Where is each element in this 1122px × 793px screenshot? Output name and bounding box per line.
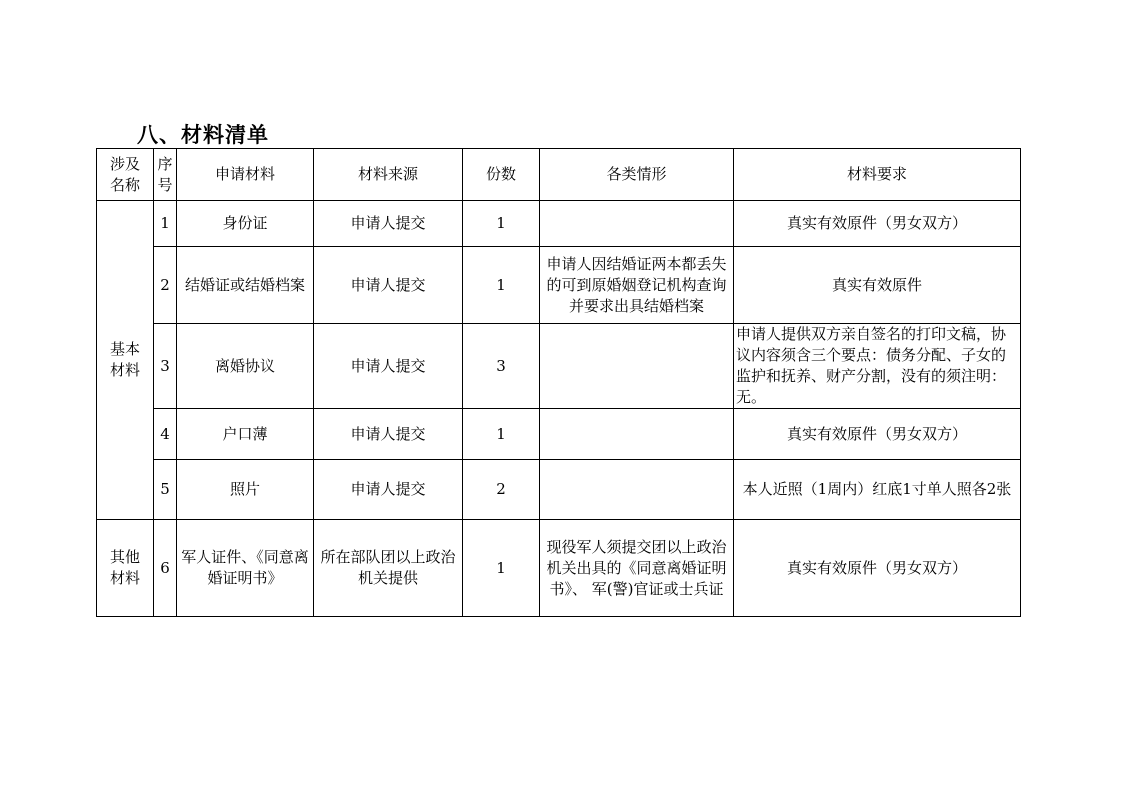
row-requirement: 真实有效原件: [734, 247, 1021, 324]
table-row: [97, 201, 1021, 247]
materials-table: [96, 148, 1021, 617]
header-situation: 各类情形: [540, 149, 734, 201]
row-count: 2: [463, 460, 540, 520]
row-requirement: 真实有效原件（男女双方）: [734, 409, 1021, 460]
header-count: 份数: [463, 149, 540, 201]
header-no: 序号: [154, 149, 177, 201]
row-count: 1: [463, 520, 540, 617]
row-material: 结婚证或结婚档案: [177, 247, 314, 324]
row-situation: [540, 409, 734, 460]
row-requirement: 真实有效原件（男女双方）: [734, 520, 1021, 617]
row-no: 1: [154, 201, 177, 247]
header-source: 材料来源: [314, 149, 463, 201]
group-basic: 基本材料: [97, 201, 154, 520]
page-title: 八、材料清单: [137, 123, 269, 147]
header-category: 涉及名称: [97, 149, 154, 201]
row-situation: [540, 201, 734, 247]
row-source: 申请人提交: [314, 324, 463, 409]
row-material: 军人证件、《同意离婚证明书》: [177, 520, 314, 617]
table-row: [97, 409, 1021, 460]
row-source: 申请人提交: [314, 409, 463, 460]
row-count: 1: [463, 247, 540, 324]
row-count: 1: [463, 409, 540, 460]
row-source: 申请人提交: [314, 201, 463, 247]
header-material: 申请材料: [177, 149, 314, 201]
row-situation: 现役军人须提交团以上政治机关出具的《同意离婚证明书》、 军(警)官证或士兵证: [540, 520, 734, 617]
row-situation: 申请人因结婚证两本都丢失的可到原婚姻登记机构查询并要求出具结婚档案: [540, 247, 734, 324]
row-material: 照片: [177, 460, 314, 520]
row-material: 户口薄: [177, 409, 314, 460]
row-no: 2: [154, 247, 177, 324]
group-other: 其他材料: [97, 520, 154, 617]
table-row: [97, 247, 1021, 324]
table-row: [97, 460, 1021, 520]
row-count: 1: [463, 201, 540, 247]
row-situation: [540, 460, 734, 520]
row-source: 申请人提交: [314, 460, 463, 520]
header-requirement: 材料要求: [734, 149, 1021, 201]
row-source: 所在部队团以上政治机关提供: [314, 520, 463, 617]
table-row: [97, 520, 1021, 617]
row-no: 5: [154, 460, 177, 520]
row-no: 3: [154, 324, 177, 409]
row-requirement: 真实有效原件（男女双方）: [734, 201, 1021, 247]
row-requirement: 本人近照（1周内）红底1寸单人照各2张: [734, 460, 1021, 520]
header-row: [97, 149, 1021, 201]
row-material: 离婚协议: [177, 324, 314, 409]
row-no: 6: [154, 520, 177, 617]
row-count: 3: [463, 324, 540, 409]
row-no: 4: [154, 409, 177, 460]
row-requirement: 申请人提供双方亲自签名的打印文稿，协议内容须含三个要点：债务分配、子女的监护和抚养、财产分割，没有的须注明：无。: [734, 324, 1021, 409]
row-situation: [540, 324, 734, 409]
table-row: [97, 324, 1021, 409]
row-source: 申请人提交: [314, 247, 463, 324]
row-material: 身份证: [177, 201, 314, 247]
